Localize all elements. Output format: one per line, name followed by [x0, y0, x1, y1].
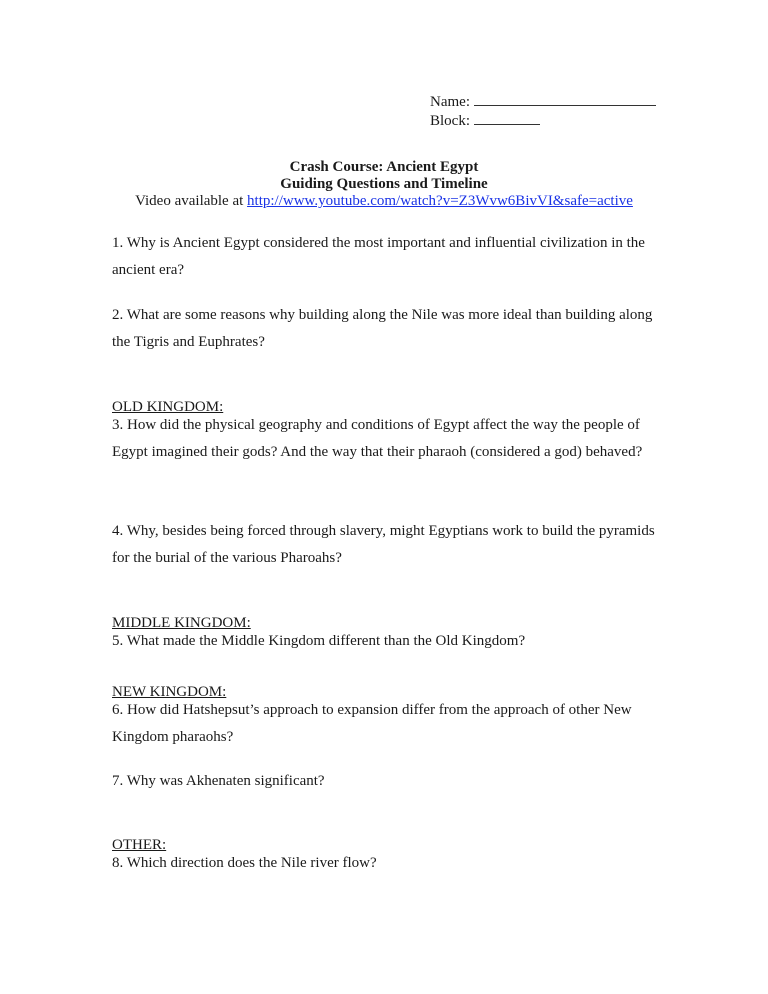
block-field[interactable]	[430, 111, 656, 130]
name-field[interactable]	[430, 92, 656, 111]
block-blank-line[interactable]	[474, 111, 540, 125]
question-1: 1. Why is Ancient Egypt considered the most important and influential civilization in the ancient era?	[112, 235, 645, 278]
question-4: 4. Why, besides being forced through slavery, might Egyptians work to build the pyramids for the burial of the various Pharoahs?	[112, 523, 655, 566]
question-6: 6. How did Hatshepsut’s approach to expansion differ from the approach of other New Kingdom pharaohs?	[112, 702, 632, 745]
block-label: Block:	[430, 113, 470, 129]
name-label: Name:	[430, 94, 470, 110]
video-prefix: Video available at	[135, 193, 248, 209]
section-other: OTHER:	[112, 837, 167, 853]
section-new-kingdom: NEW KINGDOM:	[112, 684, 227, 700]
question-2: 2. What are some reasons why building along the Nile was more ideal than building along the Tigris and Euphrates?	[112, 307, 653, 350]
question-8: 8. Which direction does the Nile river flow?	[112, 855, 377, 871]
question-7: 7. Why was Akhenaten significant?	[112, 773, 325, 789]
document-title: Crash Course: Ancient Egypt	[289, 159, 479, 175]
section-middle-kingdom: MIDDLE KINGDOM:	[112, 615, 251, 631]
document-title-block	[0, 159, 768, 210]
question-3: 3. How did the physical geography and conditions of Egypt affect the way the people of Egypt imagined their gods? And the way that their pharaoh (considered a god) behaved?	[112, 417, 643, 460]
video-line	[0, 193, 768, 210]
name-blank-line[interactable]	[474, 92, 656, 106]
student-info-fields	[430, 92, 656, 130]
video-link[interactable]: http://www.youtube.com/watch?v=Z3Wvw6BivVI&safe=active	[247, 193, 633, 209]
section-old-kingdom: OLD KINGDOM:	[112, 399, 224, 415]
document-subtitle: Guiding Questions and Timeline	[280, 176, 488, 192]
question-5: 5. What made the Middle Kingdom different than the Old Kingdom?	[112, 633, 526, 649]
